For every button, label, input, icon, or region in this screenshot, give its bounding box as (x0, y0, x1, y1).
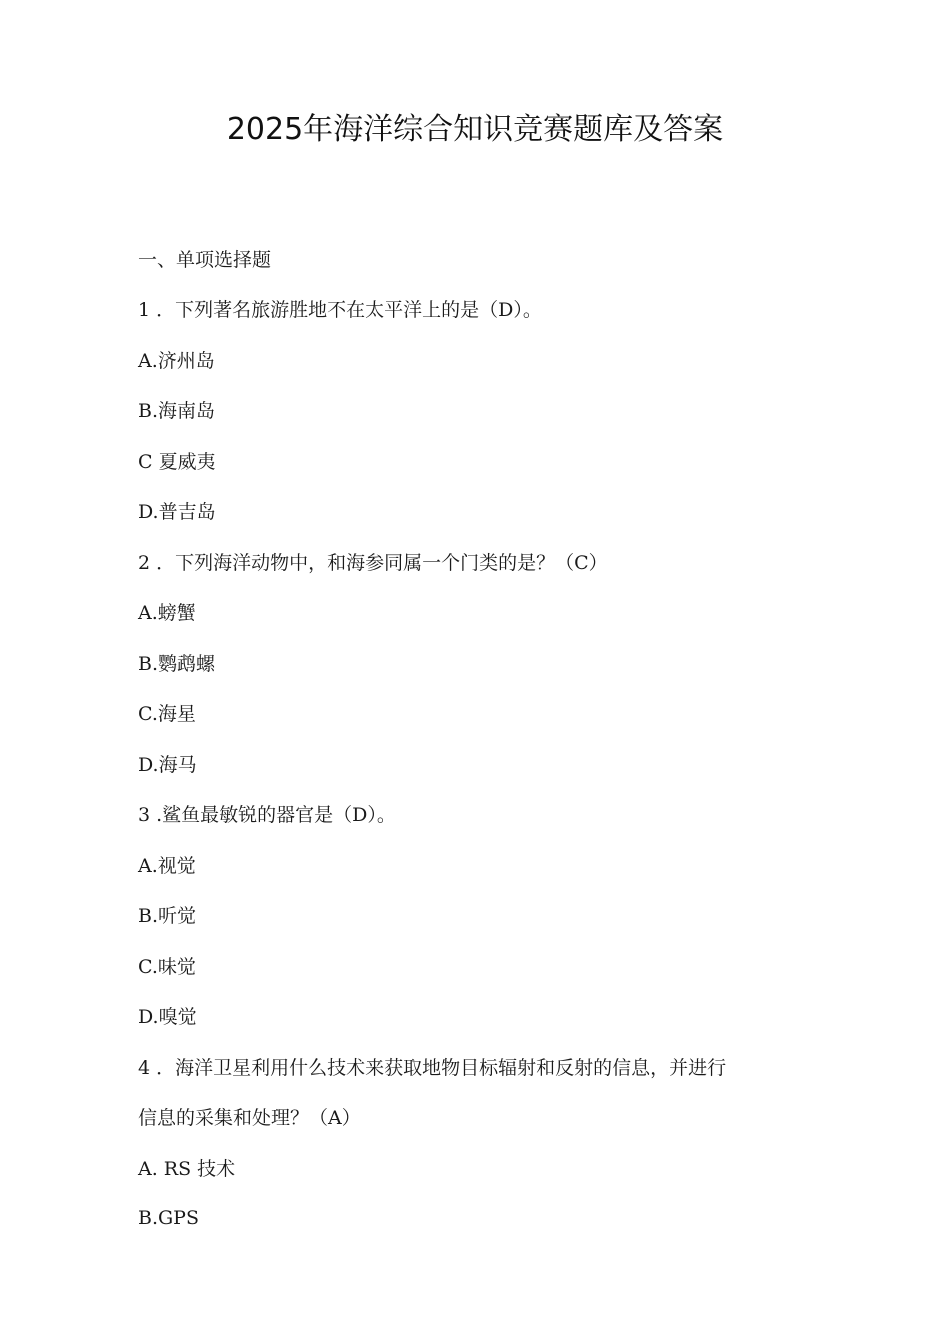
question-2-option-d: D.海马 (138, 754, 197, 776)
question-1-option-b: B.海南岛 (138, 400, 216, 422)
question-2-option-b: B.鹦鹉螺 (138, 653, 216, 675)
question-1-option-c: C 夏威夷 (138, 451, 216, 473)
question-4-option-a: A. RS 技术 (138, 1158, 236, 1180)
question-3-option-c: C.味觉 (138, 956, 196, 978)
question-2-option-a: A.螃蟹 (138, 602, 196, 624)
question-4-continued: 信息的采集和处理？（A） (138, 1107, 361, 1129)
question-4-option-b: B.GPS (138, 1207, 199, 1229)
document-title: 2025年海洋综合知识竞赛题库及答案 (226, 112, 724, 147)
section-heading: 一、单项选择题 (138, 249, 272, 271)
question-3-option-d: D.嗅觉 (138, 1006, 197, 1028)
question-3-option-b: B.听觉 (138, 905, 197, 927)
question-4: 4 ．海洋卫星利用什么技术来获取地物目标辐射和反射的信息，并进行 (138, 1057, 727, 1079)
question-2: 2 ．下列海洋动物中，和海参同属一个门类的是？（C） (138, 552, 608, 574)
question-3-option-a: A.视觉 (138, 855, 196, 877)
question-3: 3 .鲨鱼最敏锐的器官是（D）。 (138, 804, 396, 826)
question-1-option-d: D.普吉岛 (138, 501, 216, 523)
question-1: 1 ．下列著名旅游胜地不在太平洋上的是（D）。 (138, 299, 542, 321)
question-1-option-a: A.济州岛 (138, 350, 215, 372)
question-2-option-c: C.海星 (138, 703, 196, 725)
